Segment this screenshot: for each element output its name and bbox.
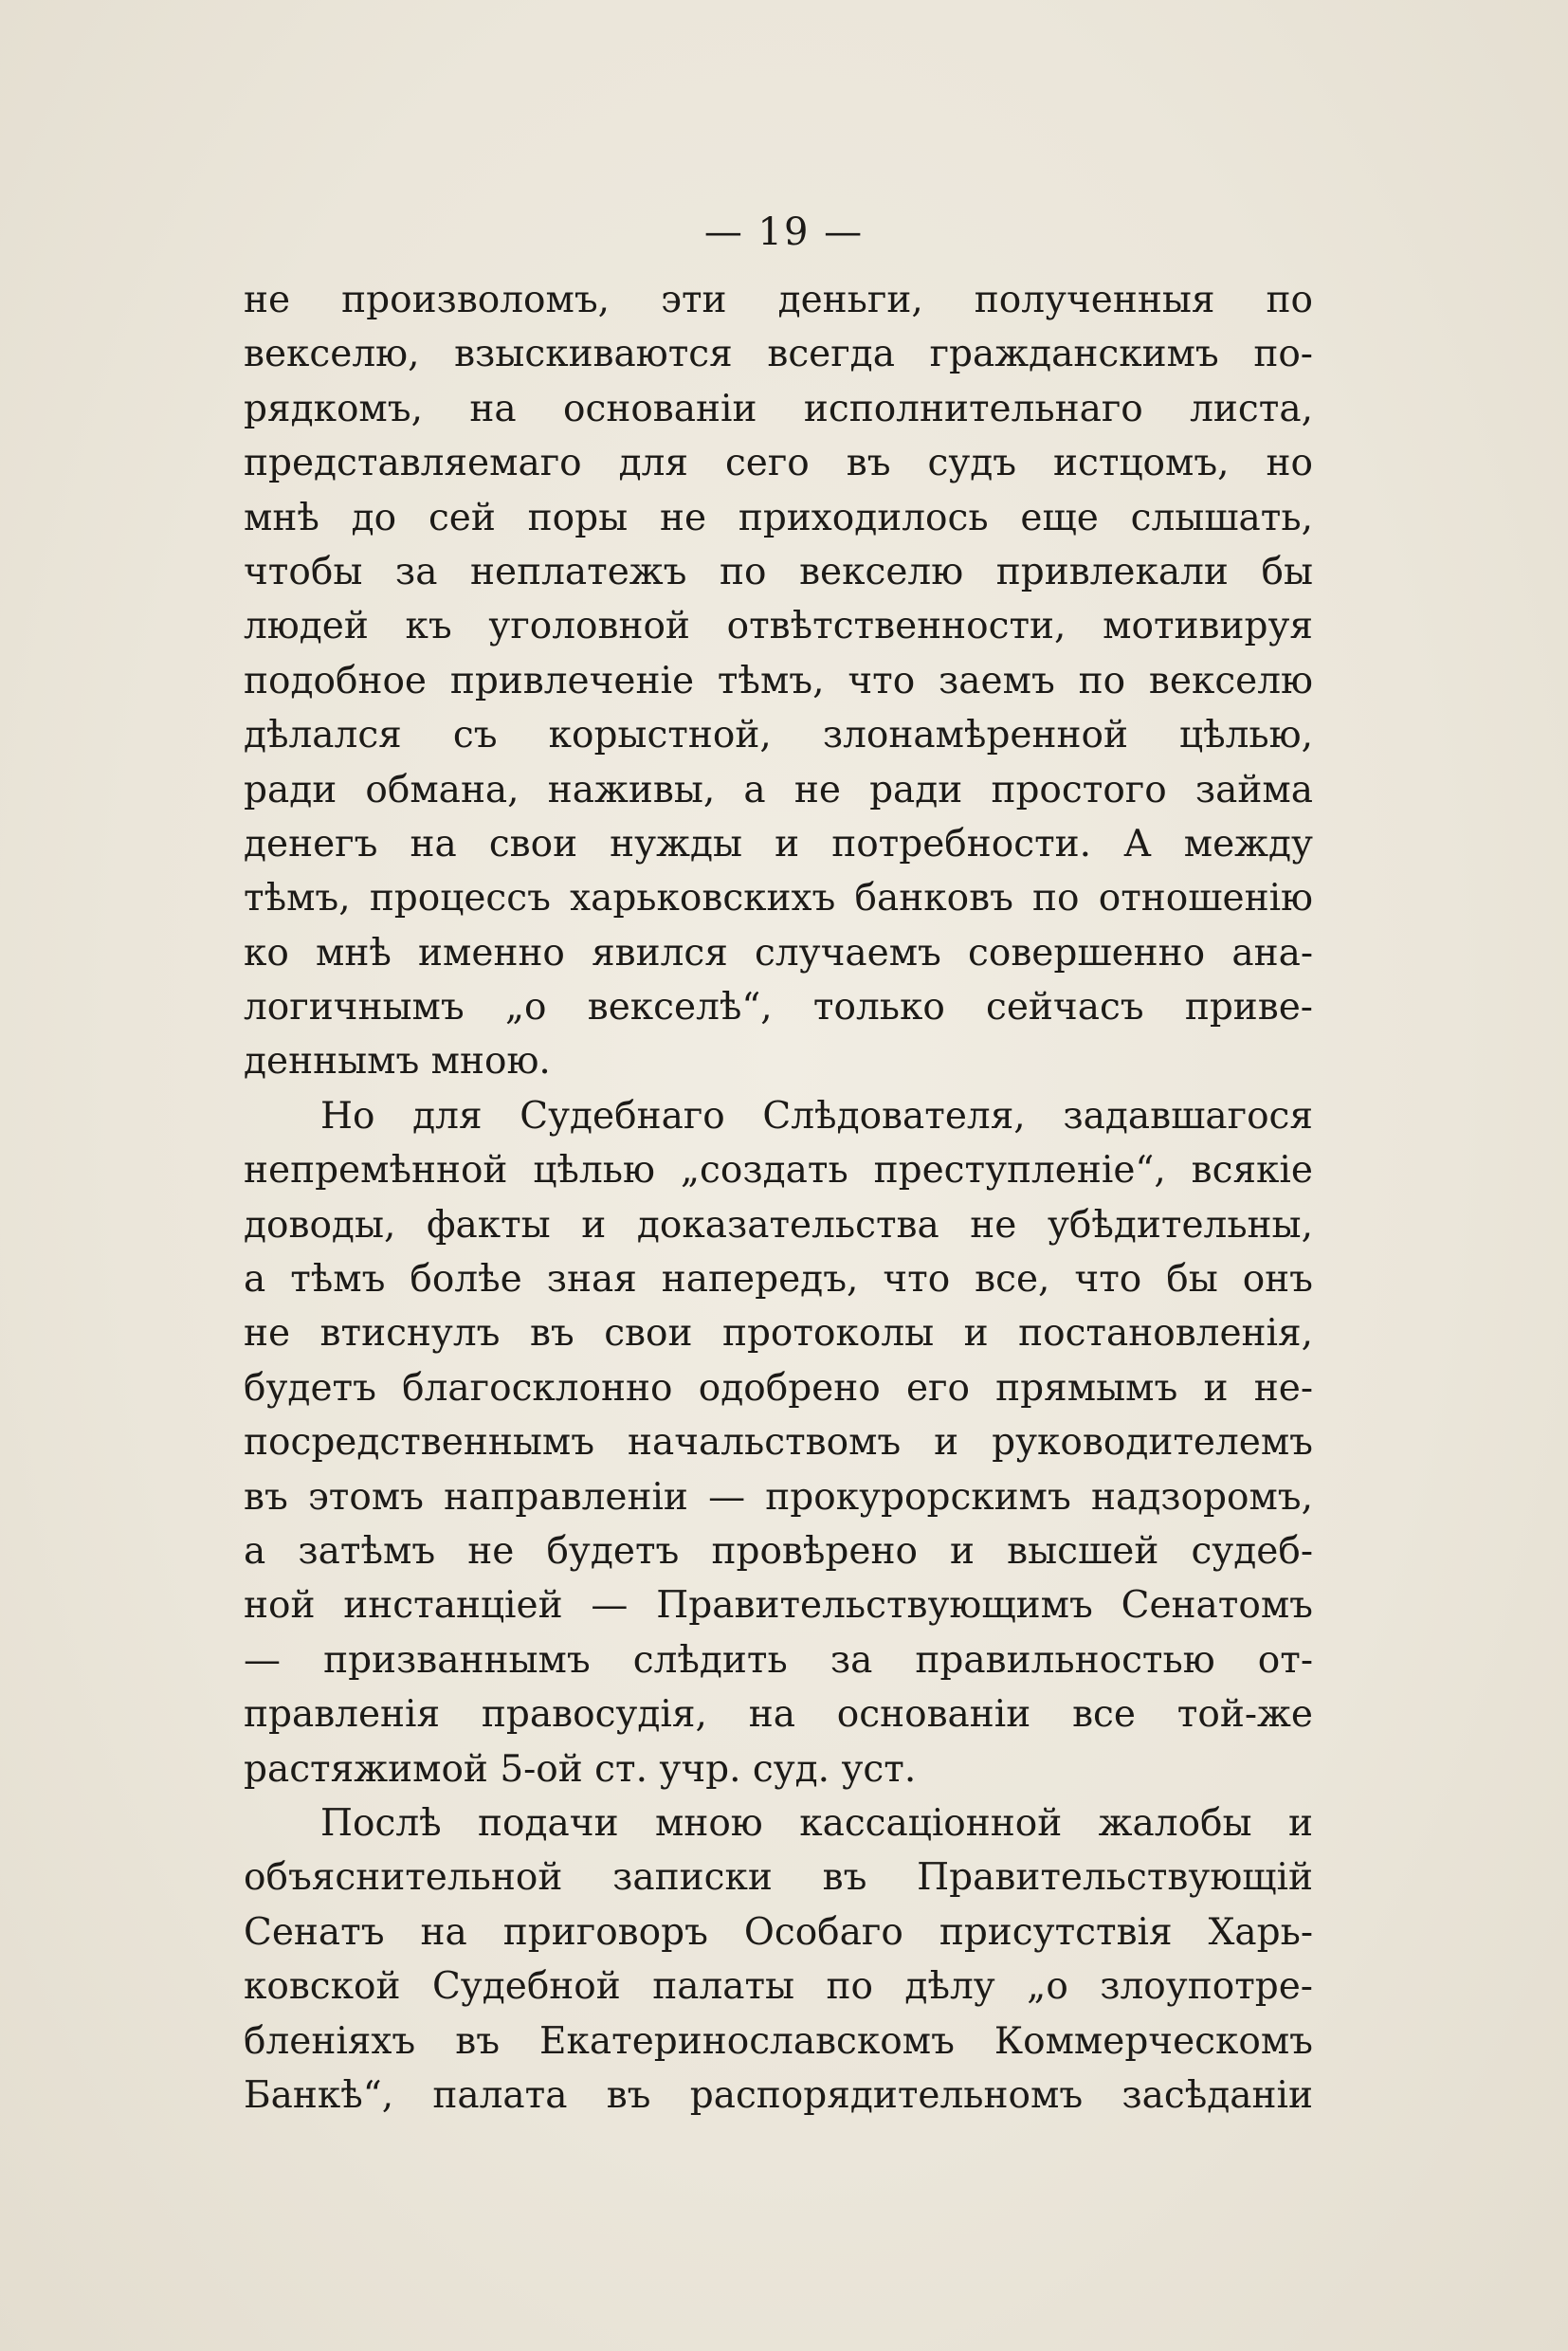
body-text xyxy=(244,273,1313,2123)
text-line: мнѣ до сей поры не приходилось еще слышать, xyxy=(244,496,1313,539)
text-line: ной инстанцiей — Правительствующимъ Сенатомъ xyxy=(244,1584,1313,1628)
text-line: людей къ уголовной отвѣтственности, мотивируя xyxy=(244,605,1313,648)
text-line: Но для Судебнаго Слѣдователя, задавшагося xyxy=(320,1094,1313,1138)
text-line: рядкомъ, на основанiи исполнительнаго листа, xyxy=(244,387,1313,430)
text-line: объяснительной записки въ Правительствующiй xyxy=(244,1856,1313,1900)
text-line: чтобы за неплатежъ по векселю привлекали бы xyxy=(244,550,1313,593)
text-line: будетъ благосклонно одобрено его прямымъ и не- xyxy=(244,1366,1313,1410)
text-line: Послѣ подачи мною кассацiонной жалобы и xyxy=(320,1801,1313,1845)
text-line: логичнымъ „о векселѣ“, только сейчасъ приве- xyxy=(244,986,1313,1030)
text-line: непремѣнной цѣлью „создать преступленiе“, всякiе xyxy=(244,1149,1313,1193)
text-line: векселю, взыскиваются всегда гражданскимъ по- xyxy=(244,333,1313,376)
text-line: а затѣмъ не будетъ провѣрено и высшей судеб- xyxy=(244,1529,1313,1573)
text-line: ради обмана, наживы, а не ради простого займа xyxy=(244,768,1313,811)
text-line: ко мнѣ именно явился случаемъ совершенно ана- xyxy=(244,931,1313,975)
page-number: — 19 — xyxy=(703,210,865,254)
text-line: ковской Судебной палаты по дѣлу „о злоупотре- xyxy=(244,1965,1313,2009)
text-line: деннымъ мною. xyxy=(244,1040,551,1084)
text-line: растяжимой 5-ой ст. учр. суд. уст. xyxy=(244,1747,917,1791)
text-line: бленiяхъ въ Екатеринославскомъ Коммерческомъ xyxy=(244,2019,1313,2063)
text-line: денегъ на свои нужды и потребности. А между xyxy=(244,822,1313,866)
text-line: дѣлался съ корыстной, злонамѣренной цѣлью, xyxy=(244,714,1313,757)
text-line: а тѣмъ болѣе зная напередъ, что все, что бы онъ xyxy=(244,1258,1313,1302)
text-line: въ этомъ направленiи — прокурорскимъ надзоромъ, xyxy=(244,1475,1313,1519)
text-line: доводы, факты и доказательства не убѣдительны, xyxy=(244,1203,1313,1247)
text-line: не втиснулъ въ свои протоколы и постановленiя, xyxy=(244,1312,1313,1356)
text-line: тѣмъ, процессъ харьковскихъ банковъ по отношенiю xyxy=(244,877,1313,920)
text-line: правленiя правосудiя, на основанiи все той-же xyxy=(244,1693,1313,1737)
text-line: представляемаго для сего въ судъ истцомъ, но xyxy=(244,442,1313,485)
text-line: — призваннымъ слѣдить за правильностью от- xyxy=(244,1638,1313,1682)
text-line: не произволомъ, эти деньги, полученныя по xyxy=(244,279,1313,321)
text-line: Сенатъ на приговоръ Особаго присутствiя Харь- xyxy=(244,1910,1313,1954)
text-line: посредственнымъ начальствомъ и руководителемъ xyxy=(244,1421,1313,1465)
text-line: подобное привлеченiе тѣмъ, что заемъ по векселю xyxy=(244,659,1313,702)
text-line: Банкѣ“, палата въ распорядительномъ засѣданiи xyxy=(244,2073,1313,2117)
